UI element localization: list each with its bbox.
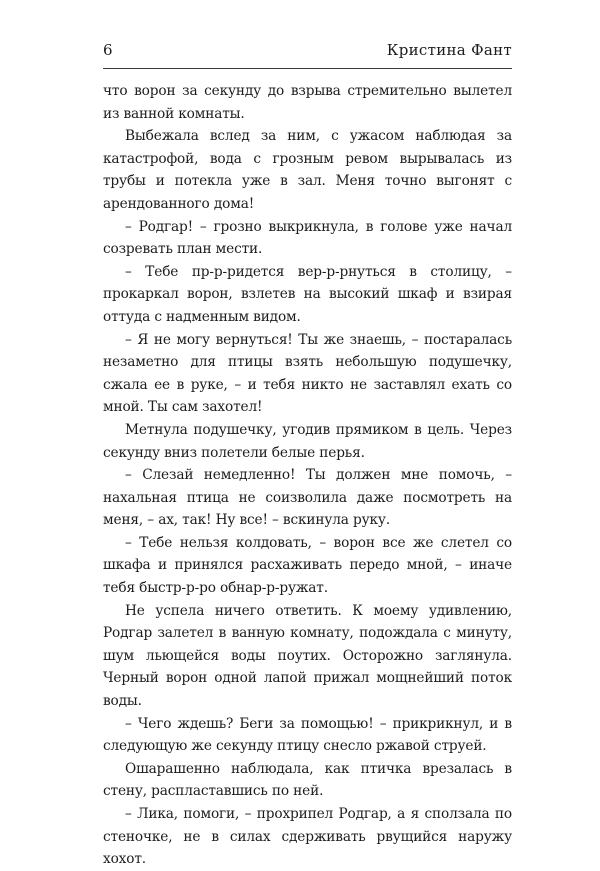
paragraph: – Я не могу вернуться! Ты же знаешь, – постаралась незаметно для птицы взять небольшую подушечку, сжала ее в руке, – и тебя никто не заставлял ехать со мной. Ты сам захотел! [103,331,512,416]
paragraph: – Тебе нельзя колдовать, – ворон все же слетел со шкафа и принялся расхаживать передо мной, – иначе тебя быстр-р-ро обнар-р-ружат. [103,534,512,597]
paragraph: Не успела ничего ответить. К моему удивлению, Родгар залетел в ванную комнату, подождала с минуту, шум льющейся воды поутих. Осторожно заглянула. Черный ворон одной лапой прижал мощнейший поток воды. [103,602,512,710]
paragraph: – Чего ждешь? Беги за помощью! – прикрикнул, и в следующую же секунду птицу снесло ржавой струей. [103,715,512,755]
paragraph: Ошарашенно наблюдала, как птичка врезалась в стену, распластавшись по ней. [103,760,512,800]
paragraph: – Родгар! – грозно выкрикнула, в голове уже начал созревать план мести. [103,218,512,258]
paragraph: Метнула подушечку, угодив прямиком в цель. Через секунду вниз полетели белые перья. [103,421,512,461]
paragraph: Выбежала вслед за ним, с ужасом наблюдая за катастрофой, вода с грозным ревом вырывалась из трубы и потекла уже в зал. Меня точно выгонят с арендованного дома! [103,128,512,212]
paragraph: – Лика, помоги, – прохрипел Родгар, а я сползала по стеночке, не в силах сдерживать рвущийся наружу хохот. [103,806,512,868]
paragraph-continuation: что ворон за секунду до взрыва стремительно вылетел из ванной комнаты. [103,83,512,122]
paragraph: – Тебе пр-р-ридется вер-р-рнуться в столицу, – прокаркал ворон, взлетев на высокий шкаф и взирая оттуда с надменным видом. [103,263,512,325]
page-header [103,40,512,69]
paragraph: – Слезай немедленно! Ты должен мне помочь, – нахальная птица не соизволила даже посмотреть на меня, – ах, так! Ну все! – вскинула руку. [103,467,512,529]
page-number: 6 [103,41,113,59]
book-body-text [103,80,512,871]
running-title-author: Кристина Фант [386,41,512,59]
